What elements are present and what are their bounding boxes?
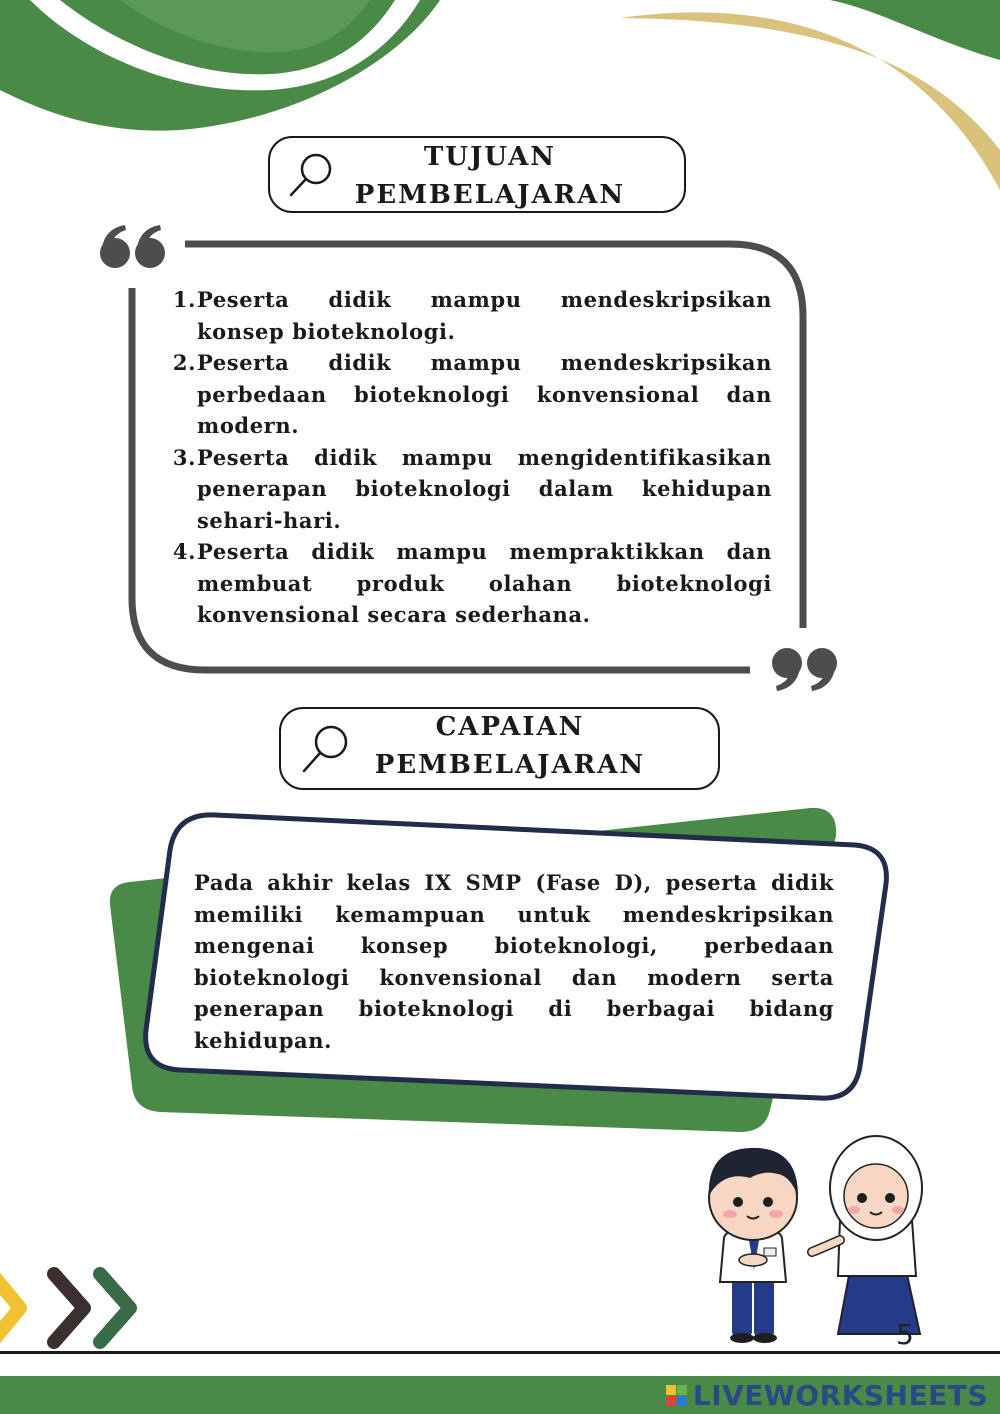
chevron-arrows-decoration: [0, 1262, 150, 1354]
list-item-text: Peserta didik mampu mendeskripsikan perbedaan bioteknologi konvensional dan modern.: [197, 350, 772, 438]
list-item-number: 1.: [172, 287, 196, 312]
list-item-number: 3.: [172, 444, 196, 470]
liveworksheets-brand[interactable]: [666, 1376, 988, 1414]
objectives-title-line1: TUJUAN: [423, 142, 557, 172]
student-boy-figure: [709, 1148, 798, 1343]
list-item-number: 2.: [172, 350, 196, 375]
brand-text: LIVEWORKSHEETS: [692, 1378, 988, 1412]
liveworksheets-logo-icon: [666, 1385, 687, 1406]
students-illustration: [690, 1130, 940, 1350]
achievement-text: Pada akhir kelas IX SMP (Fase D), peserta didik memiliki kemampuan untuk mendeskripsikan mengenai konsep bioteknologi, perbedaan bioteknologi konvensional dan modern serta penerapan bioteknologi di berbagai bidang kehidupan.: [194, 870, 834, 1053]
list-item-text: Peserta didik mampu mendeskripsikan konsep bioteknologi.: [197, 287, 772, 344]
footer-divider: [0, 1351, 1000, 1354]
student-girl-figure: [812, 1136, 922, 1334]
page-number: 5: [896, 1318, 914, 1351]
list-item-number: 4.: [172, 539, 196, 564]
achievement-title-line1: CAPAIAN: [435, 712, 585, 742]
list-item-text: Peserta didik mampu mengidentifikasikan penerapan bioteknologi dalam kehidupan sehari-hari.: [197, 444, 772, 533]
achievement-title-line2: PEMBELAJARAN: [374, 750, 646, 780]
objectives-title-line2: PEMBELAJARAN: [354, 180, 626, 210]
list-item-text: Peserta didik mampu mempraktikkan dan membuat produk olahan bioteknologi konvensional secara sederhana.: [197, 539, 772, 627]
